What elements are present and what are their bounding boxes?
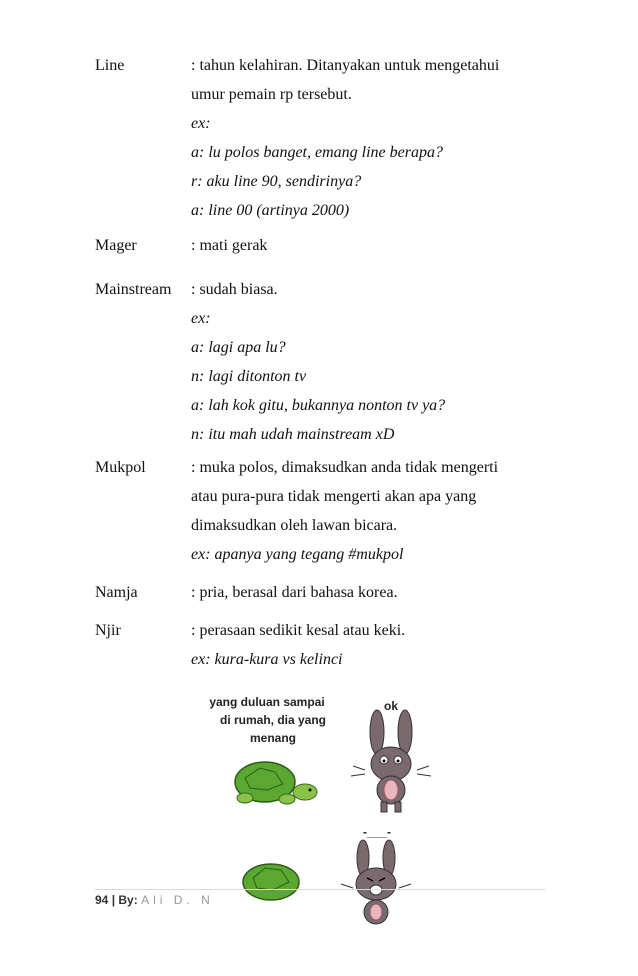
definition-line: : mati gerak: [191, 237, 268, 254]
comic-reply: ok: [383, 699, 399, 713]
definition-line: : muka polos, dimaksudkan anda tidak mengerti: [191, 459, 499, 476]
rabbit-icon: [351, 710, 431, 812]
footer-label: [95, 893, 214, 907]
author-name: Ali D. N: [141, 893, 214, 907]
entry-definition: [191, 622, 551, 680]
example-line: n: lagi ditonton tv: [191, 368, 307, 385]
definition-line: dimaksudkan oleh lawan bicara.: [191, 517, 398, 534]
definition-line: atau pura-pura tidak mengerti akan apa yang: [191, 488, 477, 505]
entry-term: Mainstream: [95, 281, 172, 298]
entry-term: Line: [95, 57, 125, 74]
entry-definition: [191, 57, 551, 231]
comic-caption-line-3: menang: [249, 731, 297, 745]
example-line: a: lagi apa lu?: [191, 339, 286, 356]
example-line: n: itu mah udah mainstream xD: [191, 426, 395, 443]
example-line: ex: kura-kura vs kelinci: [191, 651, 343, 668]
definition-line: : sudah biasa.: [191, 281, 278, 298]
entry-definition: [191, 584, 551, 613]
entry-definition: [191, 237, 551, 266]
example-line: ex:: [191, 115, 211, 132]
comic-illustration: [205, 686, 435, 926]
entry-definition: [191, 281, 551, 455]
comic-svg: [205, 686, 435, 926]
entry-term: Mager: [95, 237, 137, 254]
definition-line: : perasaan sedikit kesal atau keki.: [191, 622, 406, 639]
turtle-icon: [235, 762, 317, 804]
definition-line: umur pemain rp tersebut.: [191, 86, 352, 103]
page-number: 94: [95, 893, 109, 907]
entry-term: Mukpol: [95, 459, 146, 476]
angry-rabbit-icon: [341, 840, 411, 924]
turtle-shell-icon: [243, 864, 299, 900]
example-line: a: line 00 (artinya 2000): [191, 202, 350, 219]
definition-line: : tahun kelahiran. Ditanyakan untuk mengetahui: [191, 57, 500, 74]
comic-caption-line-2: di rumah, dia yang: [219, 713, 327, 727]
angry-mark: -___-: [362, 825, 392, 839]
example-line: a: lah kok gitu, bukannya nonton tv ya?: [191, 397, 446, 414]
footer-rule: [95, 889, 545, 890]
entry-term: Namja: [95, 584, 138, 601]
example-line: ex: apanya yang tegang #mukpol: [191, 546, 404, 563]
example-line: r: aku line 90, sendirinya?: [191, 173, 362, 190]
comic-caption-line-1: yang duluan sampai: [209, 695, 325, 709]
by-label: By:: [118, 893, 138, 907]
footer-separator: |: [108, 893, 119, 907]
entry-term: Njir: [95, 622, 121, 639]
example-line: a: lu polos banget, emang line berapa?: [191, 144, 443, 161]
example-line: ex:: [191, 310, 211, 327]
entry-definition: [191, 459, 551, 575]
definition-line: : pria, berasal dari bahasa korea.: [191, 584, 398, 601]
